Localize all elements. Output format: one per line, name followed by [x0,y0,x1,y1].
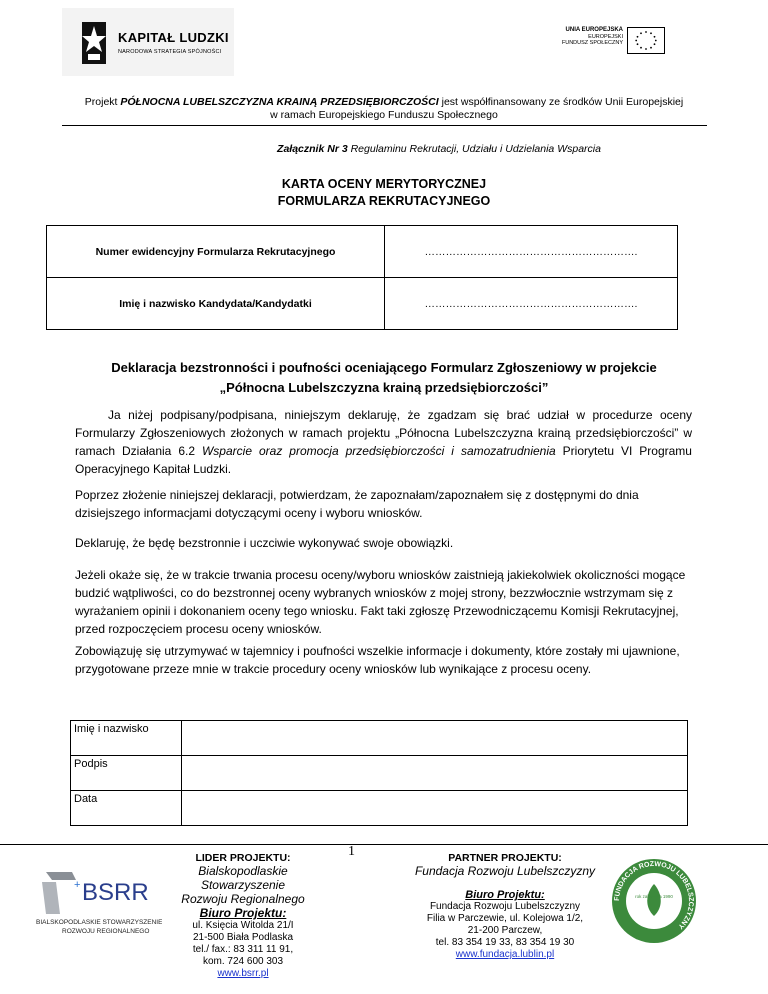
paragraph-4: Jeżeli okaże się, że w trakcie trwania procesu oceny/wyboru wniosków zaistnieją jakiekolwiek okoliczności mogące budzić wątpliwości, co do bezstronnej oceny wybranych wniosków z mojej strony, bezzwłocznie wstrzymam się z wyrażaniem opinii i dokonaniem oceny tego wniosku. Fakt taki zgłoszę Przewodniczącemu Komisji Rekrutacyjnej, przed rozpoczęciem procesu oceny wniosków. [75,568,686,636]
table-row [71,721,688,756]
paragraph-5: Zobowiązuję się utrzymywać w tajemnicy i poufności wszelkie informacje i dokumenty, które zostały mi ujawnione, przygotowane przeze mnie w trakcie procedury oceny wniosków lub wynikające z procesu oceny. [75,644,680,676]
bsrr-logo [32,866,162,938]
partner-phone: tel. 83 354 19 33, 83 354 19 30 [435,937,575,948]
table-row [47,278,678,330]
kapital-ludzki-title: KAPITAŁ LUDZKI [118,30,229,45]
table-row [71,756,688,791]
lider-addr2: 21-500 Biała Podlaska [192,932,294,943]
footer-divider [0,844,768,845]
lider-addr1: ul. Księcia Witolda 21/I [192,920,294,931]
eu-line2: EUROPEJSKI [588,33,623,40]
partner-name: Fundacja Rozwoju Lubelszczyzny [414,864,596,878]
eu-line3: FUNDUSZ SPOŁECZNY [561,40,623,46]
title-line1: KARTA OCENY MERYTORYCZNEJ [281,177,487,191]
form-value-field[interactable]: ……………………………………………………. [385,278,678,330]
kapital-ludzki-logo [62,8,234,76]
kapital-ludzki-subtitle: NARODOWA STRATEGIA SPÓJNOŚCI [118,49,222,55]
lider-office: Biuro Projektu: [199,906,287,920]
paragraph-1 [75,406,692,478]
p1-text-italic: Wsparcie oraz promocja przedsiębiorczości i samozatrudnienia [201,444,556,458]
seal-center-text: rok założenia 1990 [635,894,673,899]
partner-website-link[interactable]: www.fundacja.lublin.pl [455,949,555,960]
bsrr-logo-line2: ROZWOJU REGIONALNEGO [62,928,150,935]
partner-addr3: 21-200 Parczew, [467,925,543,936]
lider-name2: Stowarzyszenie [200,878,286,892]
lider-name3: Rozwoju Regionalnego [181,892,305,906]
signature-table [70,720,688,826]
table-row [47,226,678,278]
annex-note [0,143,768,155]
p1-text-a: Ja niżej podpisany/podpisana, niniejszym deklaruję, że zgadzam się brać udział w procedurze oceny Formularzy Zgłoszeniowych złożonych w ramach projektu „Północna Lubelszczyzna krainą przedsiębiorczości” w ramach Działania 6.2 [75,408,692,458]
lider-block [160,852,326,980]
candidate-form-table [46,225,678,330]
partner-block [405,852,605,961]
partner-addr1: Fundacja Rozwoju Lubelszczyzny [429,901,581,912]
project-suffix: jest współfinansowany ze środków Unii Europejskiej [438,96,684,108]
seal-ring-text: FUNDACJA ROZWOJU LUBELSZCZYZNY [613,860,695,931]
eu-logo-text [556,27,623,47]
partner-addr2: Filia w Parczewie, ul. Kolejowa 1/2, [426,913,584,924]
project-line2: w ramach Europejskiego Funduszu Społecznego [270,109,498,121]
sign-name-field[interactable] [182,721,688,756]
declaration-heading-line1: Deklaracja bezstronności i poufności oceniającego Formularz Zgłoszeniowy w projekcie [111,360,657,375]
lider-mobile: kom. 724 600 303 [202,956,284,967]
paragraph-2: Poprzez złożenie niniejszej deklaracji, potwierdzam, że zapoznałam/zapoznałem się z dostępnymi do dnia dzisiejszego informacjami dotyczącymi oceny i wyboru wniosków. [75,488,639,520]
sign-date-field[interactable] [182,791,688,826]
paragraph-3: Deklaruję, że będę bezstronnie i uczciwie wykonywać swoje obowiązki. [75,536,454,550]
declaration-heading-line2: „Północna Lubelszczyzna krainą przedsiębiorczości” [219,380,549,395]
partner-office: Biuro Projektu: [465,889,545,901]
lider-name1: Bialskopodlaskie [198,864,288,878]
p1-text-b: Priorytetu VI Programu Operacyjnego Kapitał Ludzki. [75,444,692,476]
form-value-field[interactable]: ……………………………………………………. [385,226,678,278]
eu-flag-icon [627,27,665,54]
bsrr-logo-text: BSRR [82,879,149,906]
project-info [0,96,768,122]
title-line2: FORMULARZA REKRUTACYJNEGO [277,194,491,208]
sign-label: Data [71,791,182,826]
document-title [0,176,768,210]
lider-phone: tel./ fax.: 83 311 11 91, [192,944,294,955]
kapital-ludzki-emblem-icon [80,20,108,66]
eu-line1: UNIA EUROPEJSKA [565,27,623,33]
svg-text:+: + [74,879,81,891]
fundacja-seal-logo [611,858,697,944]
page-number: 1 [348,844,355,859]
annex-text: Regulaminu Rekrutacji, Udziału i Udzielania Wsparcia [350,143,601,155]
declaration-heading [0,358,768,398]
annex-label: Załącznik Nr 3 [277,143,348,155]
sign-label: Imię i nazwisko [71,721,182,756]
project-name: PÓŁNOCNA LUBELSZCZYZNA KRAINĄ PRZEDSIĘBIORCZOŚCI [120,96,439,108]
lider-website-link[interactable]: www.bsrr.pl [217,968,269,979]
project-prefix: Projekt [84,96,121,108]
lider-heading: LIDER PROJEKTU: [195,852,291,864]
bsrr-logo-line1: BIALSKOPODLASKIE STOWARZYSZENIE [36,919,162,926]
header-divider [62,125,707,126]
partner-heading: PARTNER PROJEKTU: [448,852,562,864]
sign-label: Podpis [71,756,182,791]
table-row [71,791,688,826]
sign-signature-field[interactable] [182,756,688,791]
form-label: Imię i nazwisko Kandydata/Kandydatki [47,278,385,330]
form-label: Numer ewidencyjny Formularza Rekrutacyjnego [47,226,385,278]
